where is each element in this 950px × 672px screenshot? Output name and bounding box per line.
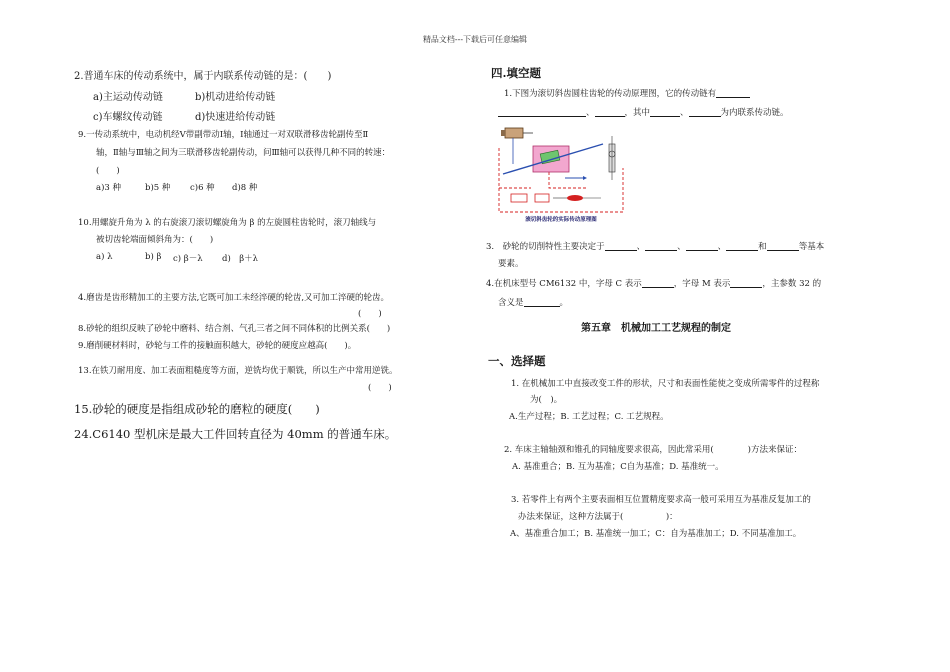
q9-option-c: c)6 种: [190, 183, 215, 193]
fill-question-1-text: 1.下图为滚切斜齿圆柱齿轮的传动原理图，它的传动链有: [504, 89, 717, 99]
q9-option-b: b)5 种: [145, 183, 171, 193]
choice-question-3-line2: 办法来保证，这种方法属于( )：: [518, 512, 678, 522]
choice-question-3-options: A、基准重合加工；B. 基准统一加工；C：自为基准加工；D. 不同基准加工。: [510, 529, 802, 539]
answer-blank: [642, 277, 674, 288]
fill-question-4-text: 4.在机床型号 CM6132 中，字母 C 表示: [486, 279, 642, 289]
fill-question-1-line2: [498, 106, 789, 118]
judge-question-4-paren: ( ): [358, 309, 382, 319]
q2-option-c: c)车螺纹传动链: [93, 112, 163, 123]
q2-option-b: b)机动进给传动链: [195, 92, 276, 103]
fill-question-3-text-2: 等基本: [798, 242, 825, 252]
answer-blank: [689, 106, 721, 117]
fill-question-4-line2: [498, 296, 568, 308]
choice-question-2-options: A. 基准重合；B. 互为基准；C自为基准；D. 基准统一。: [512, 462, 724, 472]
fill-question-1-text-3: 为内联系传动链。: [720, 108, 789, 118]
q10-option-c: c) β－λ: [173, 254, 203, 264]
judge-question-15: 15.砂轮的硬度是指组成砂轮的磨粒的硬度( ): [74, 402, 320, 416]
separator-text: 、: [677, 242, 686, 252]
q10-option-b: b) β: [145, 252, 162, 262]
answer-blank: [650, 106, 680, 117]
fill-question-1-text-2: ，其中: [624, 108, 651, 118]
separator-text: 、: [680, 108, 689, 118]
separator-text: 和: [758, 242, 767, 252]
chapter-5-title: 第五章 机械加工工艺规程的制定: [581, 323, 731, 334]
judge-question-24: 24.C6140 型机床是最大工件回转直径为 40mm 的普通车床。: [74, 427, 397, 441]
section-choice-title: 一、选择题: [488, 354, 546, 368]
judge-question-4: 4.磨齿是齿形精加工的主要方法,它既可加工未经淬硬的轮齿,又可加工淬硬的轮齿。: [78, 293, 390, 303]
question-9-paren: ( ): [96, 166, 120, 176]
answer-blank: [595, 106, 625, 117]
fill-question-4-text-5: 。: [559, 298, 569, 308]
question-10-line1: 10.用螺旋升角为 λ 的右旋滚刀滚切螺旋角为 β 的左旋圆柱齿轮时，滚刀轴线与: [78, 218, 377, 228]
choice-question-3-line1: 3. 若零件上有两个主要表面相互位置精度要求高一般可采用互为基准反复加工的: [511, 495, 811, 505]
q9-option-d: d)8 种: [232, 183, 258, 193]
separator-text: 、: [586, 108, 595, 118]
answer-blank: [730, 277, 762, 288]
q2-option-d: d)快速进给传动链: [195, 112, 276, 123]
section-fill-in-title: 四.填空题: [491, 66, 542, 80]
answer-blank: [645, 240, 677, 251]
fill-question-1-line1: [504, 87, 750, 99]
fill-question-3-line1: [486, 240, 824, 252]
question-9-line2: 轴，Ⅱ轴与Ⅲ轴之间为三联滑移齿轮副传动，问Ⅲ轴可以获得几种不同的转速：: [96, 148, 391, 158]
q10-option-a: a) λ: [96, 252, 113, 262]
fill-question-4-text-4: 含义是: [498, 298, 524, 308]
diagram-caption: 滚切斜齿轮的实际传动原理图: [525, 217, 597, 223]
fill-question-4-text-2: ，字母 M 表示: [673, 279, 731, 289]
answer-blank: [726, 240, 758, 251]
question-9-line1: 9.一传动系统中，电动机经V带副带动Ⅰ轴，Ⅰ轴通过一对双联滑移齿轮副传至Ⅱ: [78, 130, 369, 140]
fill-question-4-text-3: ，主参数 32 的: [762, 279, 822, 289]
page-header: 精品文档---下载后可任意编辑: [422, 35, 528, 44]
answer-blank: [686, 240, 718, 251]
gear-hobbing-transmission-diagram: [491, 124, 631, 224]
answer-blank: [716, 87, 750, 98]
fill-question-4-line1: [486, 277, 821, 289]
question-10-line2: 被切齿轮端面倾斜角为：( ): [96, 235, 214, 245]
q10-option-d: d) β＋λ: [222, 254, 259, 264]
separator-text: 、: [717, 242, 727, 252]
separator-text: 、: [636, 242, 646, 252]
judge-question-9: 9.磨削硬材料时，砂轮与工件的接触面积越大，砂轮的硬度应越高( )。: [78, 341, 357, 351]
q9-option-a: a)3 种: [96, 183, 121, 193]
answer-blank: [498, 106, 586, 117]
judge-question-13: 13.在铁刀耐用度、加工表面粗糙度等方面，逆铣均优于顺铣，所以生产中常用逆铣。: [78, 366, 398, 376]
choice-question-1-line1: 1. 在机械加工中直接改变工件的形状，尺寸和表面性能使之变成所需零件的过程称: [511, 379, 820, 389]
question-2: 2.普通车床的传动系统中，属于内联系传动链的是：( ): [74, 71, 332, 82]
judge-question-13-paren: ( ): [368, 383, 392, 393]
fill-question-3-line2: 要素。: [498, 259, 524, 269]
choice-question-2-line1: 2. 车床主轴轴颈和锥孔的同轴度要求很高，因此常采用( )方法来保证：: [504, 445, 802, 455]
choice-question-1-options: A.生产过程；B. 工艺过程；C. 工艺规程。: [509, 412, 669, 422]
fill-question-3-text: 3. 砂轮的切削特性主要决定于: [486, 242, 605, 252]
q2-option-a: a)主运动传动链: [93, 92, 163, 103]
answer-blank: [767, 240, 799, 251]
choice-question-1-line2: 为( )。: [530, 395, 563, 405]
answer-blank: [605, 240, 637, 251]
judge-question-8: 8.砂轮的组织反映了砂轮中磨料、结合剂、气孔三者之间不同体积的比例关系( ): [78, 324, 391, 334]
answer-blank: [524, 296, 560, 307]
